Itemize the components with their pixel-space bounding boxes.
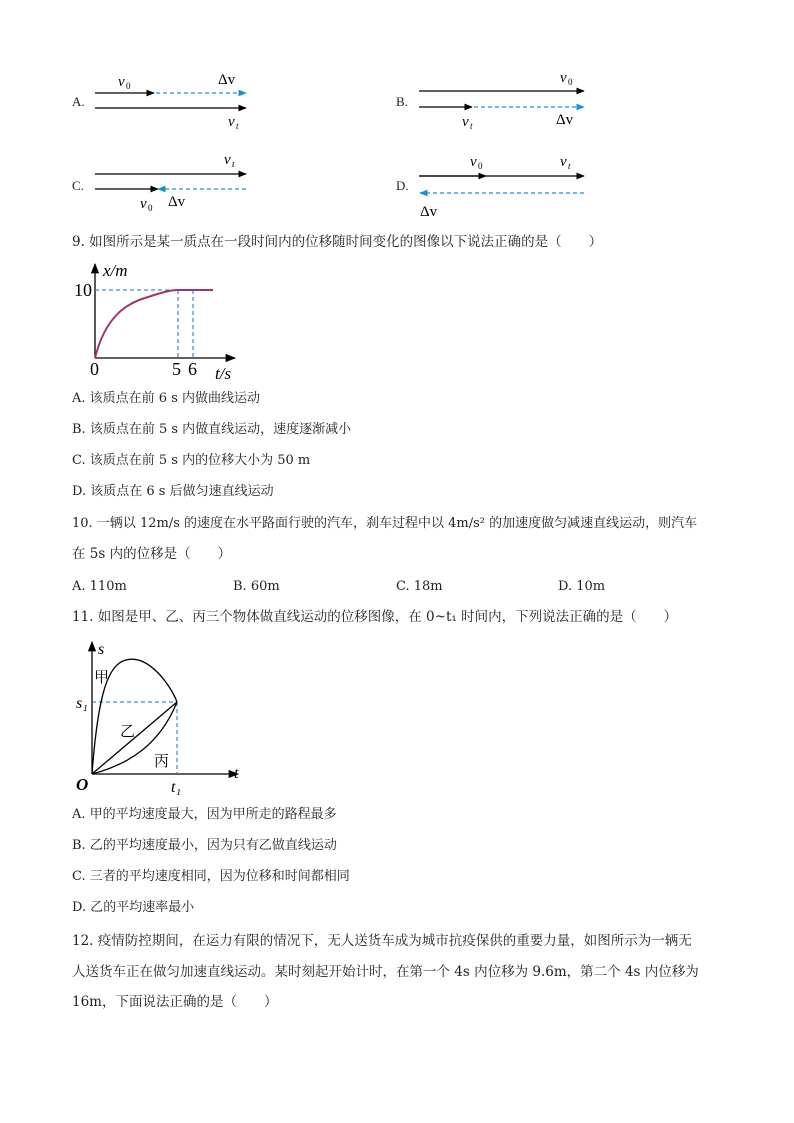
svg-text:Δv: Δv [218,72,236,88]
q8-option-c-letter: C. [72,178,84,193]
q9-option-b: B. 该质点在前 5 s 内做直线运动，速度逐渐减小 [72,422,352,437]
q11-option-a: A. 甲的平均速度最大，因为甲所走的路程最多 [72,807,337,822]
svg-text:t: t [236,121,239,131]
origin-label: 0 [90,359,99,379]
svg-text:t: t [232,159,235,169]
x-tick-5: 5 [172,359,181,379]
q8-option-b-diagram [414,64,594,136]
q9-graph [70,258,250,384]
svg-text:0: 0 [148,203,153,213]
q9-option-c: C. 该质点在前 5 s 内的位移大小为 50 m [72,453,311,468]
q8-option-b-letter: B. [396,94,408,109]
y-axis-label: x/m [103,261,128,280]
q12-line1: 12. 疫情防控期间，在运力有限的情况下，无人送货车成为城市抗疫保供的重要力量，如图所示为一辆无 [72,933,692,949]
q8-option-c-diagram [90,148,260,220]
q10-option-c: C. 18m [396,579,443,594]
s-axis-label: s [98,641,105,658]
svg-text:t: t [470,121,473,131]
s1-label: s₁ [76,695,88,712]
q11-option-c: C. 三者的平均速度相同，因为位移和时间都相同 [72,869,350,884]
svg-text:v: v [462,114,469,130]
q10-stem-line2: 在 5s 内的位移是（ ） [72,546,232,562]
q11-option-b: B. 乙的平均速度最小，因为只有乙做直线运动 [72,838,337,853]
q11-graph [70,634,250,796]
svg-text:v: v [560,70,567,86]
svg-text:v: v [118,74,125,90]
svg-text:v: v [224,152,231,168]
svg-text:Δv: Δv [168,194,186,210]
q9-option-d: D. 该质点在 6 s 后做匀速直线运动 [72,484,274,499]
origin-label: O [76,775,89,794]
y-tick-10: 10 [74,280,92,300]
label-bing: 丙 [154,754,170,770]
t-axis-label: t [234,765,239,782]
q11-stem: 11. 如图是甲、乙、丙三个物体做直线运动的位移图像，在 0~t₁ 时间内，下列说法正确的是（ ） [72,609,678,625]
q10-option-d: D. 10m [558,579,606,594]
q12-line2: 人送货车正在做匀加速直线运动。某时刻起开始计时，在第一个 4s 内位移为 9.6m，第二个 4s 内位移为 [72,964,699,980]
q8-option-a-letter: A. [72,94,85,109]
q8-option-a-diagram [90,66,260,138]
q9-stem: 9. 如图所示是某一质点在一段时间内的位移随时间变化的图像以下说法正确的是（ ） [72,234,603,250]
q10-option-b: B. 60m [233,579,280,594]
label-yi: 乙 [120,724,136,740]
svg-text:v: v [228,114,235,130]
displacement-curve [95,290,213,358]
q8-option-d-letter: D. [396,178,409,193]
t1-label: t₁ [171,779,182,796]
svg-text:0: 0 [126,81,131,91]
svg-text:t: t [568,161,571,171]
q10-stem-line1: 10. 一辆以 12m/s 的速度在水平路面行驶的汽车，刹车过程中以 4m/s² 的加速度做匀减速直线运动，则汽车 [72,516,698,531]
x-tick-6: 6 [188,359,197,379]
svg-text:Δv: Δv [556,112,574,128]
x-axis-label: t/s [215,364,232,383]
q10-option-a: A. 110m [72,579,127,594]
svg-text:v: v [140,196,147,212]
q12-line3: 16m，下面说法正确的是（ ） [72,994,278,1010]
label-jia: 甲 [94,670,110,686]
svg-text:0: 0 [568,77,573,87]
svg-text:v: v [560,154,567,170]
q9-option-a: A. 该质点在前 6 s 内做曲线运动 [72,391,260,406]
svg-text:v: v [470,154,477,170]
q8-option-d-diagram [414,148,594,222]
svg-text:0: 0 [478,161,483,171]
q11-option-d: D. 乙的平均速率最小 [72,900,195,915]
svg-text:Δv: Δv [420,204,438,220]
